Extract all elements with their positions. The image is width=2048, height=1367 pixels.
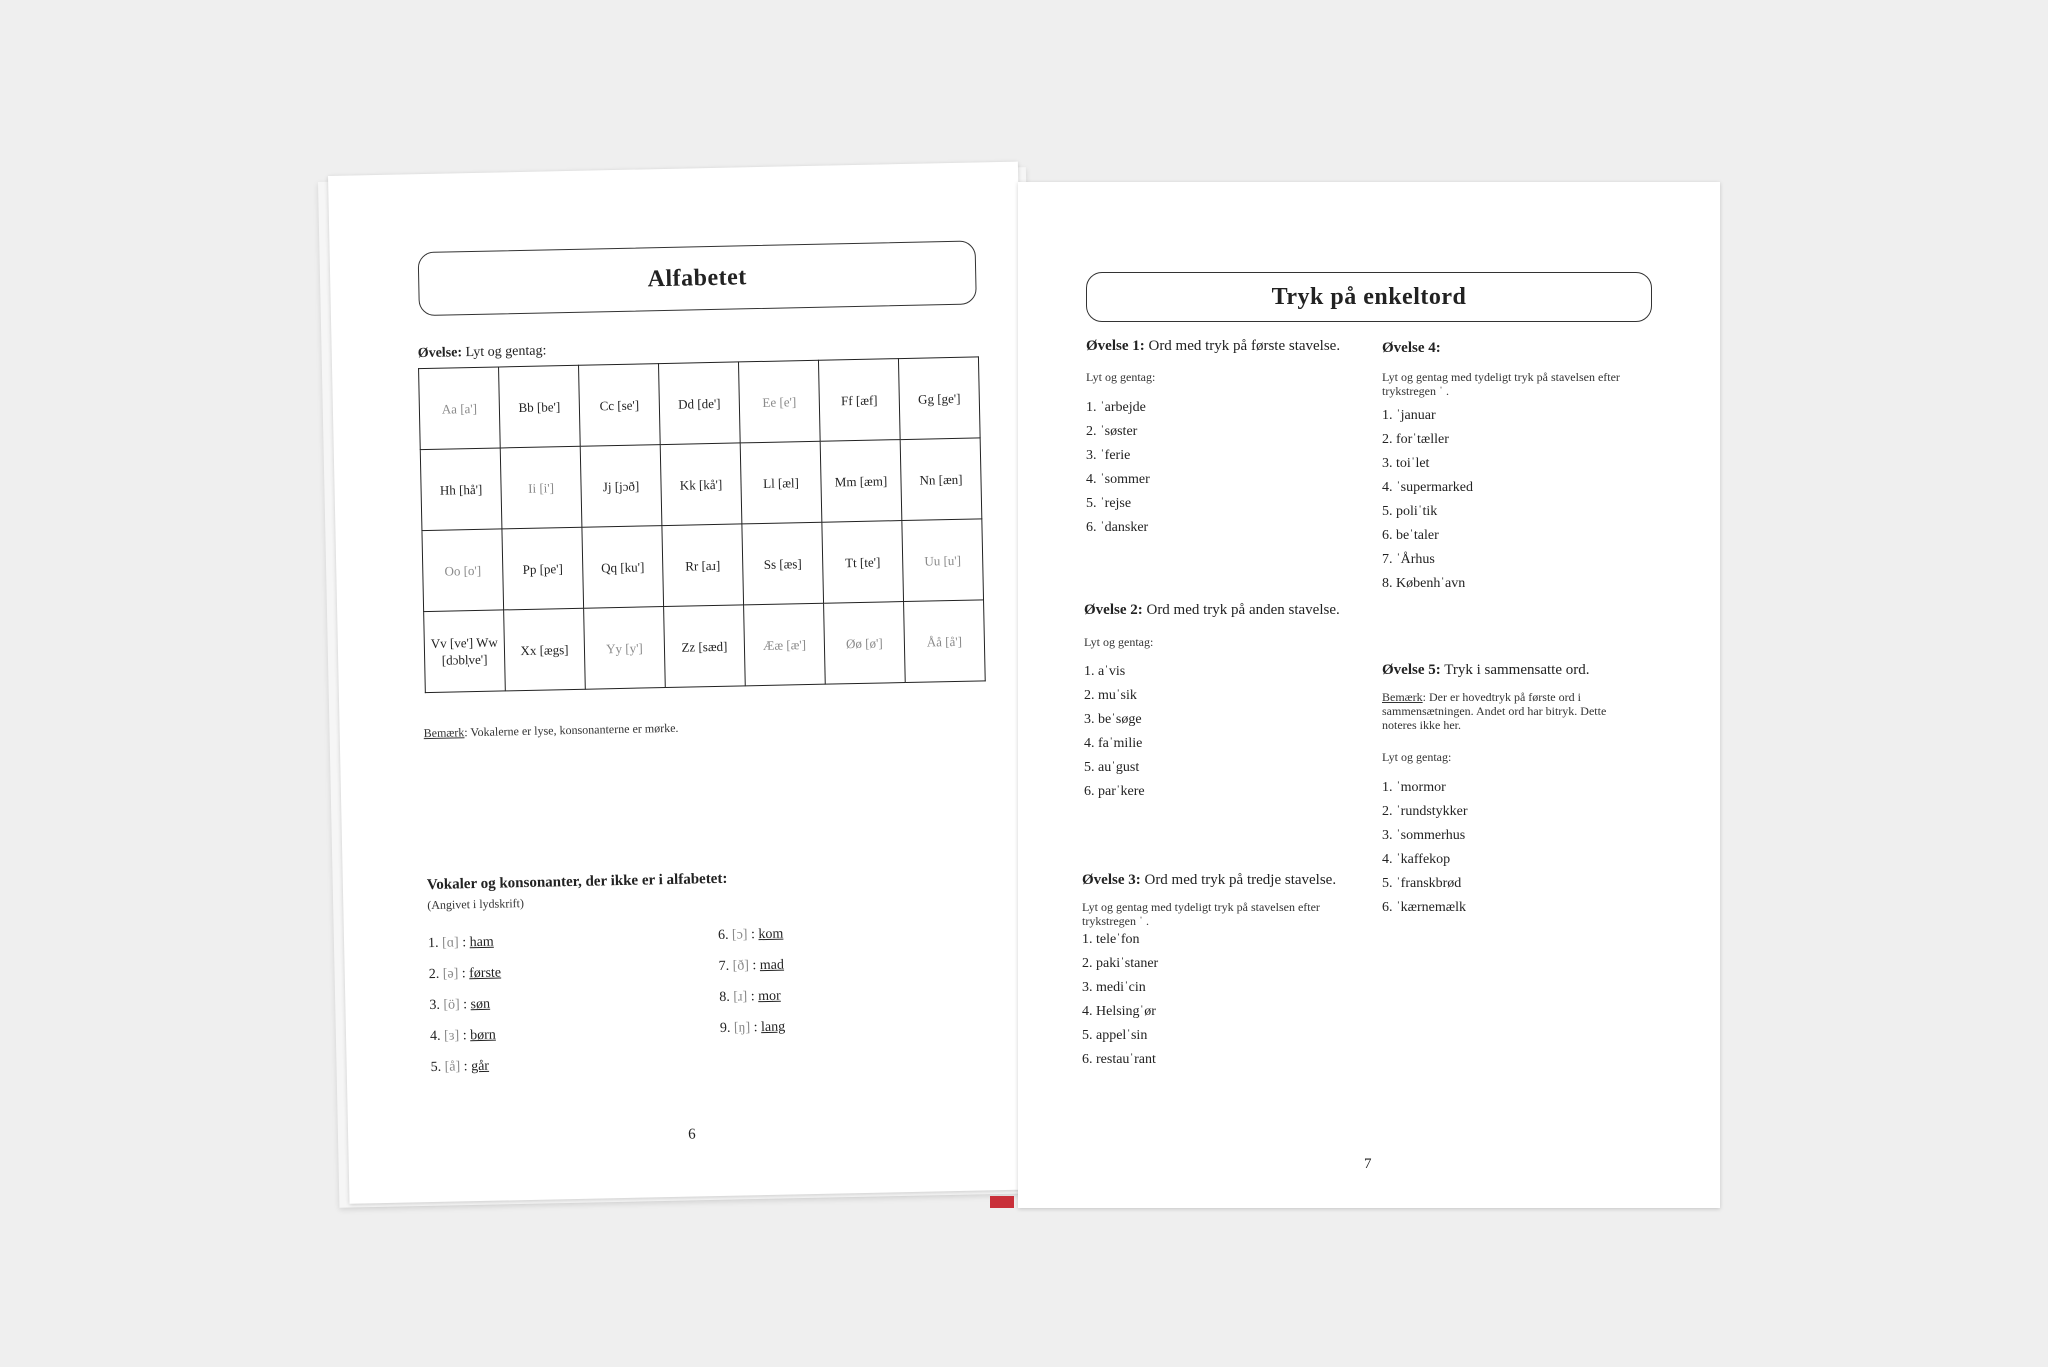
vowel-example-word: søn [470, 996, 491, 1013]
exercise-4-instructions: Lyt og gentag med tydeligt tryk på stavelsen efter trykstregen ˈ . [1382, 370, 1620, 398]
exercise-list-item: 3. beˈsøge [1084, 712, 1142, 727]
vowel-example-word: kom [758, 926, 784, 943]
exercise-list-item: 1. ˈarbejde [1086, 400, 1146, 415]
exercise-list-item: 5. appelˈsin [1082, 1028, 1148, 1043]
exercise-list-item: 3. ˈsommerhus [1382, 828, 1466, 843]
vowel-example-word: børn [469, 1027, 496, 1044]
exercise-4-list [1382, 404, 1473, 596]
alphabet-cell: Ll [æl] [740, 441, 822, 524]
alphabet-cell: Aa [a'] [419, 367, 501, 450]
page-number: 7 [1364, 1156, 1372, 1172]
exercise-1-list [1086, 396, 1150, 540]
alphabet-cell: Åå [å'] [904, 600, 986, 683]
vowel-symbol: [ɹ] [733, 989, 748, 1005]
alphabet-cell: Øø [ø'] [824, 602, 906, 685]
alphabet-row [419, 357, 981, 450]
exercise-1-label: Øvelse 1: [1086, 338, 1145, 354]
vowels-list-1 [428, 927, 504, 1083]
exercise-2-heading [1084, 602, 1340, 619]
vowel-symbol: [ŋ] [733, 1020, 751, 1036]
vowel-item: 7. [ð] : mad [718, 957, 785, 974]
alphabet-cell: Ff [æf] [818, 359, 900, 442]
vowel-item: 8. [ɹ] : mor [719, 988, 781, 1005]
vowel-symbol: [ö] [443, 997, 460, 1013]
alphabet-cell: Yy [y'] [584, 607, 666, 690]
exercise-5-note [1382, 690, 1622, 732]
vowel-example-word: går [470, 1058, 490, 1075]
alphabet-cell: Ee [e'] [738, 360, 820, 443]
exercise-list-item: 6. ˈdansker [1086, 520, 1149, 535]
vowel-example-word: ham [469, 934, 494, 951]
exercise-4-label: Øvelse 4: [1382, 340, 1441, 356]
note-text: : Vokalerne er lyse, konsonanterne er mørke. [464, 720, 679, 740]
exercise-list-item: 6. ˈkærnemælk [1382, 900, 1466, 915]
exercise-list-item: 4. faˈmilie [1084, 736, 1143, 751]
vowel-example-word: mad [759, 957, 785, 974]
exercise-5-note-text: : Der er hovedtryk på første ord i sammensætningen. Andet ord har bitryk. Dette noteres ikke her. [1382, 690, 1607, 732]
exercise-list-item: 5. poliˈtik [1382, 504, 1438, 519]
alphabet-cell: Vv [ve'] Ww [dɔbl̩ve'] [424, 610, 506, 693]
exercise-5-note-label: Bemærk [1382, 690, 1423, 704]
alphabet-table [418, 356, 986, 693]
exercise-2-list [1084, 660, 1145, 804]
vowel-item: 9. [ŋ] : lang [719, 1019, 786, 1036]
vowel-number: 9. [719, 1020, 735, 1036]
vowel-item: 2. [ə] : første [428, 965, 502, 983]
vowels-subheading: (Angivet i lydskrift) [427, 896, 525, 913]
vowel-number: 2. [428, 966, 443, 983]
exercise-list-item: 2. ˈrundstykker [1382, 804, 1468, 819]
exercise-list-item: 6. parˈkere [1084, 784, 1145, 799]
alphabet-cell: Ii [i'] [500, 446, 582, 529]
exercise-list-item: 2. forˈtæller [1382, 432, 1449, 447]
exercise-3-text: Ord med tryk på tredje stavelse. [1140, 872, 1337, 888]
exercise-2-instructions: Lyt og gentag: [1084, 635, 1154, 649]
exercise-2-text: Ord med tryk på anden stavelse. [1142, 602, 1340, 618]
exercise-list-item: 1. teleˈfon [1082, 932, 1140, 947]
vowels-list-2 [718, 919, 786, 1044]
alphabet-cell: Tt [te'] [822, 521, 904, 604]
vowel-example-word: første [469, 965, 502, 982]
vowel-number: 5. [430, 1059, 445, 1076]
exercise-list-item: 5. auˈgust [1084, 760, 1140, 775]
exercise-list-item: 1. ˈjanuar [1382, 408, 1436, 423]
vowel-item: 5. [å] : går [430, 1058, 490, 1076]
alphabet-row [420, 438, 982, 531]
page-title-box [1086, 272, 1652, 322]
exercise-list-item: 6. beˈtaler [1382, 528, 1439, 543]
vowel-number: 7. [718, 958, 733, 974]
exercise-list-item: 5. ˈrejse [1086, 496, 1132, 511]
page-number: 6 [687, 1126, 696, 1143]
vowel-number: 6. [717, 927, 733, 943]
exercise-3-instructions: Lyt og gentag med tydeligt tryk på stavelsen efter trykstregen ˈ . [1082, 900, 1320, 928]
vowel-symbol: [ɜ] [443, 1028, 460, 1044]
left-page [328, 162, 1039, 1204]
exercise-5-list [1382, 776, 1468, 920]
vowel-symbol: [å] [444, 1059, 461, 1075]
exercise-list-item: 2. ˈsøster [1086, 424, 1138, 439]
exercise-list-item: 1. aˈvis [1084, 664, 1126, 679]
exercise-1-heading [1086, 338, 1340, 355]
vowel-number: 1. [427, 935, 443, 952]
alphabet-row [422, 519, 984, 612]
exercise-2-label: Øvelse 2: [1084, 602, 1143, 618]
alphabet-cell: Kk [kå'] [660, 443, 742, 526]
exercise-list-item: 4. ˈsupermarked [1382, 480, 1473, 495]
exercise-5-instructions: Lyt og gentag: [1382, 750, 1452, 764]
vowel-symbol: [ɔ] [731, 927, 748, 943]
exercise-5-text: Tryk i sammensatte ord. [1440, 662, 1590, 678]
vowel-item: 4. [ɜ] : børn [429, 1027, 496, 1045]
exercise-5-label: Øvelse 5: [1382, 662, 1441, 678]
vowels-heading: Vokaler og konsonanter, der ikke er i alfabetet: [426, 870, 728, 894]
exercise-3-list [1082, 928, 1158, 1072]
alphabet-cell: Ææ [æ'] [744, 603, 826, 686]
note-label: Bemærk [423, 725, 465, 741]
alphabet-cell: Zz [sæd] [664, 605, 746, 688]
exercise-text: Lyt og gentag: [461, 343, 547, 361]
alphabet-cell: Nn [æn] [900, 438, 982, 521]
exercise-3-label: Øvelse 3: [1082, 872, 1141, 888]
alphabet-row [424, 600, 986, 693]
vowel-symbol: [ə] [442, 966, 459, 982]
exercise-list-item: 3. toiˈlet [1382, 456, 1430, 471]
alphabet-cell: Dd [de'] [659, 362, 741, 445]
exercise-4-heading [1382, 340, 1441, 357]
alphabet-cell: Hh [hå'] [420, 448, 502, 531]
alphabet-cell: Gg [ge'] [898, 357, 980, 440]
exercise-5-heading [1382, 662, 1589, 679]
exercise-1-text: Ord med tryk på første stavelse. [1144, 338, 1341, 354]
exercise-list-item: 4. ˈkaffekop [1382, 852, 1451, 867]
vowel-symbol: [ɑ] [441, 935, 459, 951]
alphabet-cell: Ss [æs] [742, 522, 824, 605]
exercise-list-item: 7. ˈÅrhus [1382, 552, 1435, 567]
alphabet-cell: Jj [jɔð] [580, 445, 662, 528]
book-cover-edge [990, 1196, 1014, 1208]
vowel-example-word: mor [758, 988, 781, 1005]
vowel-symbol: [ð] [732, 958, 750, 974]
exercise-list-item: 2. muˈsik [1084, 688, 1137, 703]
exercise-list-item: 6. restauˈrant [1082, 1052, 1156, 1067]
exercise-heading [418, 343, 547, 362]
exercise-list-item: 1. ˈmormor [1382, 780, 1446, 795]
vowel-example-word: lang [760, 1019, 786, 1036]
alphabet-cell: Pp [pe'] [502, 527, 584, 610]
alphabet-note [424, 721, 679, 740]
page-title: Tryk på enkeltord [1271, 284, 1467, 310]
page-title-box [418, 240, 977, 316]
exercise-list-item: 4. ˈsommer [1086, 472, 1150, 487]
alphabet-cell: Xx [ægs] [504, 608, 586, 691]
right-page [1018, 182, 1720, 1208]
exercise-list-item: 3. ˈferie [1086, 448, 1131, 463]
exercise-list-item: 5. ˈfranskbrød [1382, 876, 1462, 891]
exercise-list-item: 4. Helsingˈør [1082, 1004, 1156, 1019]
exercise-1-instructions: Lyt og gentag: [1086, 370, 1156, 384]
exercise-list-item: 3. mediˈcin [1082, 980, 1146, 995]
vowel-item: 6. [ɔ] : kom [717, 926, 784, 943]
page-title: Alfabetet [647, 264, 748, 293]
exercise-list-item: 2. pakiˈstaner [1082, 956, 1159, 971]
exercise-3-heading [1082, 872, 1336, 889]
alphabet-cell: Bb [be'] [499, 365, 581, 448]
alphabet-cell: Oo [o'] [422, 529, 504, 612]
alphabet-cell: Uu [u'] [902, 519, 984, 602]
alphabet-cell: Cc [se'] [579, 364, 661, 447]
alphabet-cell: Rr [aɹ] [662, 524, 744, 607]
exercise-list-item: 8. Københˈavn [1382, 576, 1466, 591]
exercise-label: Øvelse: [417, 345, 463, 362]
vowel-item: 3. [ö] : søn [429, 996, 491, 1014]
vowel-item: 1. [ɑ] : ham [427, 934, 494, 952]
alphabet-cell: Mm [æm] [820, 440, 902, 523]
vowel-number: 8. [719, 989, 734, 1005]
vowel-number: 3. [429, 997, 444, 1014]
vowel-number: 4. [429, 1028, 445, 1045]
alphabet-cell: Qq [ku'] [582, 526, 664, 609]
